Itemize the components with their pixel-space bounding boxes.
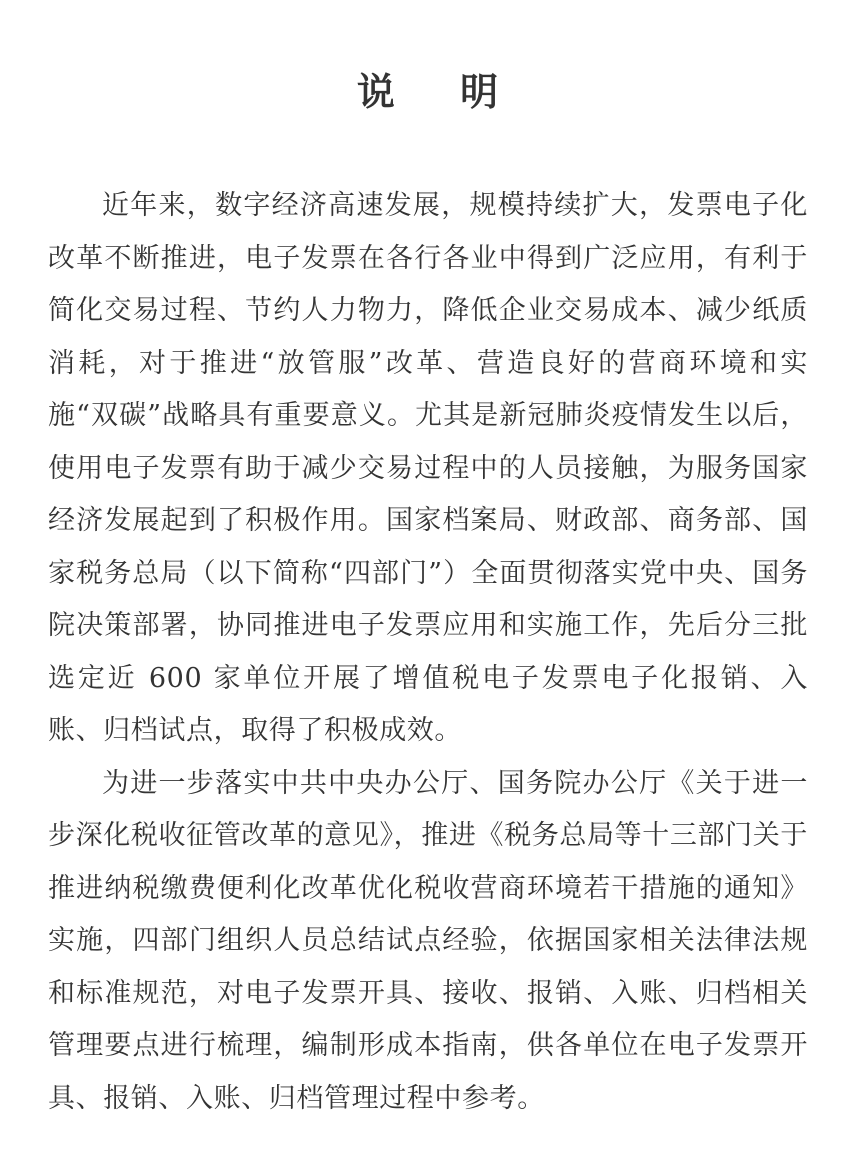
page-title: 说 明 [356, 69, 525, 114]
paragraph-2: 为进一步落实中共中央办公厅、国务院办公厅《关于进一步深化税收征管改革的意见》，推进《税务总局等十三部门关于推进纳税缴费便利化改革优化税收营商环境若干措施的通知》实施，四部门组织人员总结试点经验，依据国家相关法律法规和标准规范，对电子发票开具、接收、报销、入账、归档相关管理要点进行梳理，编制形成本指南，供各单位在电子发票开具、报销、入账、归档管理过程中参考。 [48, 767, 808, 1114]
paragraph-1: 近年来，数字经济高速发展，规模持续扩大，发票电子化改革不断推进，电子发票在各行各业中得到广泛应用，有利于简化交易过程、节约人力物力，降低企业交易成本、减少纸质消耗，对于推进“放管服”改革、营造良好的营商环境和实施“双碳”战略具有重要意义。尤其是新冠肺炎疫情发生以后，使用电子发票有助于减少交易过程中的人员接触，为服务国家经济发展起到了积极作用。国家档案局、财政部、商务部、国家税务总局（以下简称“四部门”）全面贯彻落实党中央、国务院决策部署，协同推进电子发票应用和实施工作，先后分三批选定近 600 家单位开展了增值税电子发票电子化报销、入账、归档试点，取得了积极成效。 [48, 190, 808, 746]
document-body [48, 180, 808, 1125]
